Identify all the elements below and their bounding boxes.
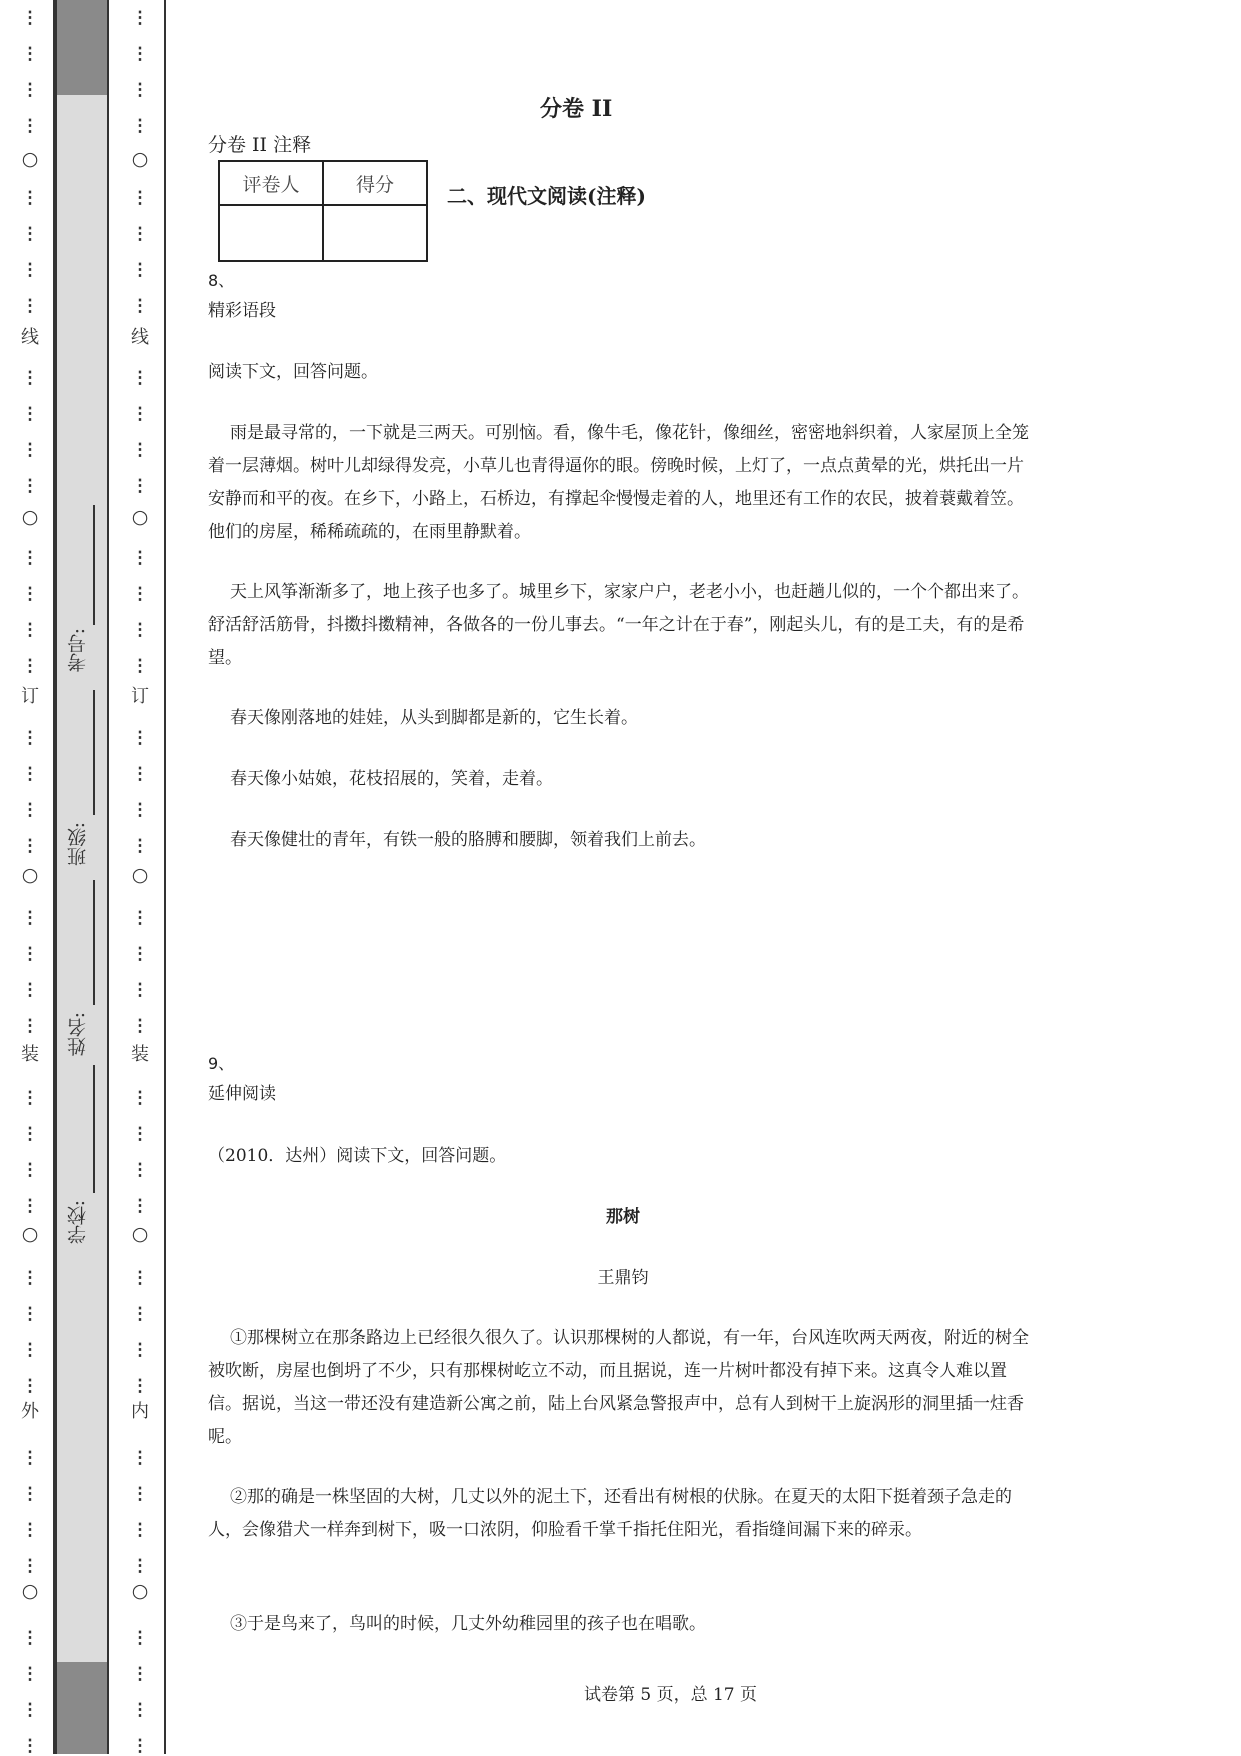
- binding-dots: ⋮: [131, 980, 149, 1000]
- section-heading: 二、现代文阅读(注释): [447, 184, 646, 208]
- binding-circle: ○: [21, 1580, 39, 1602]
- binding-dots: ⋮: [131, 1376, 149, 1396]
- question-9-label: 延伸阅读: [208, 1084, 276, 1104]
- school-label: 学校:: [67, 1200, 89, 1245]
- binding-dots: ⋮: [21, 800, 39, 820]
- essay-author: 王鼎钧: [597, 1268, 649, 1288]
- binding-dots: ⋮: [131, 1448, 149, 1468]
- binding-dots: ⋮: [21, 1196, 39, 1216]
- binding-dots: ⋮: [21, 728, 39, 748]
- binding-strip-bottom: [55, 1662, 109, 1754]
- binding-dots: ⋮: [131, 8, 149, 28]
- q9-paragraph: ②那的确是一株坚固的大树，几丈以外的泥土下，还看出有树根的伏脉。在夏天的太阳下挺着颈子急走的人，会像猎犬一样奔到树下，吸一口浓阴，仰脸看千掌千指托住阳光，看指缝间漏下来的碎汞。: [208, 1487, 1012, 1540]
- question-9-instruction: （2010．达州）阅读下文，回答问题。: [208, 1146, 507, 1166]
- binding-dots: ⋮: [131, 1484, 149, 1504]
- binding-dots: ⋮: [21, 584, 39, 604]
- page-footer: 试卷第 5 页，总 17 页: [583, 1685, 758, 1705]
- binding-dots: ⋮: [131, 1160, 149, 1180]
- score-table: [218, 160, 428, 262]
- binding-char: 线: [21, 327, 39, 348]
- binding-dots: ⋮: [131, 1196, 149, 1216]
- binding-dots: ⋮: [131, 656, 149, 676]
- binding-char: 外: [21, 1401, 39, 1422]
- class-label: 班级:: [67, 822, 89, 867]
- binding-dots: ⋮: [21, 1736, 39, 1756]
- binding-dots: ⋮: [21, 980, 39, 1000]
- binding-dots: ⋮: [131, 224, 149, 244]
- binding-dots: ⋮: [21, 1304, 39, 1324]
- binding-dots: ⋮: [131, 1664, 149, 1684]
- inner-binding-column: [125, 0, 155, 1754]
- binding-dots: ⋮: [131, 1736, 149, 1756]
- binding-dots: ⋮: [21, 1628, 39, 1648]
- q8-paragraph: 春天像小姑娘，花枝招展的，笑着，走着。: [230, 769, 553, 789]
- binding-dots: ⋮: [21, 1016, 39, 1036]
- binding-dots: ⋮: [21, 404, 39, 424]
- binding-dots: ⋮: [21, 1664, 39, 1684]
- binding-circle: ○: [21, 864, 39, 886]
- binding-dots: ⋮: [131, 296, 149, 316]
- binding-dots: ⋮: [131, 620, 149, 640]
- school-line: [93, 1065, 95, 1193]
- binding-dots: ⋮: [21, 1520, 39, 1540]
- binding-circle: ○: [131, 864, 149, 886]
- binding-dots: ⋮: [21, 476, 39, 496]
- binding-dots: ⋮: [21, 80, 39, 100]
- binding-dots: ⋮: [21, 1268, 39, 1288]
- binding-circle: ○: [21, 148, 39, 170]
- binding-dots: ⋮: [21, 764, 39, 784]
- binding-dots: ⋮: [21, 1088, 39, 1108]
- binding-dots: ⋮: [131, 1088, 149, 1108]
- binding-dots: ⋮: [21, 620, 39, 640]
- binding-dots: ⋮: [21, 1340, 39, 1360]
- binding-dots: ⋮: [131, 1304, 149, 1324]
- grader-header: 评卷人: [219, 161, 323, 205]
- binding-dots: ⋮: [131, 764, 149, 784]
- binding-dots: ⋮: [131, 188, 149, 208]
- binding-dots: ⋮: [131, 1268, 149, 1288]
- binding-dots: ⋮: [131, 908, 149, 928]
- exam-number-line: [93, 505, 95, 625]
- binding-char: 装: [131, 1044, 149, 1065]
- school-field: [64, 1200, 104, 1244]
- binding-strip: [55, 0, 109, 1754]
- binding-dots: ⋮: [131, 800, 149, 820]
- binding-dots: ⋮: [21, 548, 39, 568]
- name-field: [64, 1012, 104, 1056]
- exam-number-field: [64, 628, 104, 672]
- exam-number-label: 考号:: [67, 628, 89, 673]
- binding-dots: ⋮: [131, 1016, 149, 1036]
- grader-cell[interactable]: [219, 205, 323, 261]
- binding-dots: ⋮: [131, 368, 149, 388]
- q8-paragraph: 春天像刚落地的娃娃，从头到脚都是新的，它生长着。: [230, 708, 638, 728]
- binding-dots: ⋮: [131, 1340, 149, 1360]
- binding-dots: ⋮: [21, 224, 39, 244]
- binding-dots: ⋮: [131, 1556, 149, 1576]
- binding-dots: ⋮: [131, 404, 149, 424]
- binding-dots: ⋮: [21, 8, 39, 28]
- binding-dots: ⋮: [131, 728, 149, 748]
- binding-strip-top: [55, 0, 109, 95]
- question-number-9: 9、: [208, 1054, 235, 1073]
- outer-binding-column: [15, 0, 45, 1754]
- q8-paragraph: 天上风筝渐渐多了，地上孩子也多了。城里乡下，家家户户，老老小小，也赶趟儿似的，一个个都出来了。舒活舒活筋骨，抖擞抖擞精神，各做各的一份儿事去。“一年之计在于春”，刚起头儿，有的是工夫，有的是希望。: [208, 582, 1029, 668]
- question-number-8: 8、: [208, 271, 235, 290]
- binding-circle: ○: [21, 506, 39, 528]
- binding-dots: ⋮: [131, 476, 149, 496]
- binding-dots: ⋮: [21, 368, 39, 388]
- binding-char: 装: [21, 1044, 39, 1065]
- essay-title: 那树: [606, 1207, 640, 1227]
- binding-dots: ⋮: [131, 440, 149, 460]
- binding-dots: ⋮: [21, 1160, 39, 1180]
- binding-dots: ⋮: [21, 656, 39, 676]
- binding-dots: ⋮: [21, 1484, 39, 1504]
- binding-dots: ⋮: [21, 260, 39, 280]
- binding-dots: ⋮: [131, 260, 149, 280]
- binding-dots: ⋮: [21, 836, 39, 856]
- binding-dots: ⋮: [21, 908, 39, 928]
- binding-dots: ⋮: [131, 584, 149, 604]
- binding-dots: ⋮: [131, 1700, 149, 1720]
- binding-circle: ○: [131, 506, 149, 528]
- binding-dots: ⋮: [131, 44, 149, 64]
- class-line: [93, 690, 95, 815]
- binding-dots: ⋮: [21, 440, 39, 460]
- name-line: [93, 880, 95, 1005]
- class-field: [64, 822, 104, 866]
- binding-dots: ⋮: [21, 188, 39, 208]
- binding-dots: ⋮: [21, 1448, 39, 1468]
- score-cell[interactable]: [323, 205, 427, 261]
- binding-dots: ⋮: [21, 116, 39, 136]
- binding-circle: ○: [131, 1223, 149, 1245]
- binding-dots: ⋮: [131, 836, 149, 856]
- binding-dots: ⋮: [131, 944, 149, 964]
- binding-dots: ⋮: [21, 1124, 39, 1144]
- binding-dots: ⋮: [21, 296, 39, 316]
- binding-dots: ⋮: [131, 1628, 149, 1648]
- q9-paragraph: ③于是鸟来了，鸟叫的时候，几丈外幼稚园里的孩子也在唱歌。: [230, 1614, 706, 1634]
- question-8-instruction: 阅读下文，回答问题。: [208, 362, 378, 382]
- score-header: 得分: [323, 161, 427, 205]
- q8-paragraph: 雨是最寻常的，一下就是三两天。可别恼。看，像牛毛，像花针，像细丝，密密地斜织着，人家屋顶上全笼着一层薄烟。树叶儿却绿得发亮，小草儿也青得逼你的眼。傍晚时候，上灯了，一点点黄晕的光，烘托出一片安静而和平的夜。在乡下，小路上，石桥边，有撑起伞慢慢走着的人，地里还有工作的农民，披着蓑戴着笠。他们的房屋，稀稀疏疏的，在雨里静默着。: [208, 423, 1029, 542]
- binding-dots: ⋮: [131, 1124, 149, 1144]
- name-label: 姓名:: [67, 1012, 89, 1057]
- q8-paragraph: 春天像健壮的青年，有铁一般的胳膊和腰脚，领着我们上前去。: [230, 830, 706, 850]
- binding-dots: ⋮: [21, 1556, 39, 1576]
- binding-dots: ⋮: [131, 548, 149, 568]
- binding-circle: ○: [131, 148, 149, 170]
- binding-circle: ○: [21, 1223, 39, 1245]
- binding-char: 线: [131, 327, 149, 348]
- margin-right-border: [164, 0, 166, 1754]
- binding-char: 订: [21, 686, 39, 707]
- q9-paragraph: ①那棵树立在那条路边上已经很久很久了。认识那棵树的人都说，有一年，台风连吹两天两夜，附近的树全被吹断，房屋也倒坍了不少，只有那棵树屹立不动，而且据说，连一片树叶都没有掉下来。这真令人难以置信。据说，当这一带还没有建造新公寓之前，陆上台风紧急警报声中，总有人到树干上旋涡形的洞里插一炷香呢。: [208, 1328, 1029, 1447]
- binding-circle: ○: [131, 1580, 149, 1602]
- binding-dots: ⋮: [21, 944, 39, 964]
- page-title: 分卷 II: [540, 96, 613, 122]
- binding-dots: ⋮: [131, 116, 149, 136]
- binding-char: 订: [131, 686, 149, 707]
- binding-dots: ⋮: [131, 80, 149, 100]
- binding-dots: ⋮: [131, 1520, 149, 1540]
- binding-dots: ⋮: [21, 1376, 39, 1396]
- section-subtitle: 分卷 II 注释: [208, 134, 312, 156]
- binding-char: 内: [131, 1401, 149, 1422]
- binding-dots: ⋮: [21, 1700, 39, 1720]
- question-8-label: 精彩语段: [208, 301, 276, 321]
- binding-dots: ⋮: [21, 44, 39, 64]
